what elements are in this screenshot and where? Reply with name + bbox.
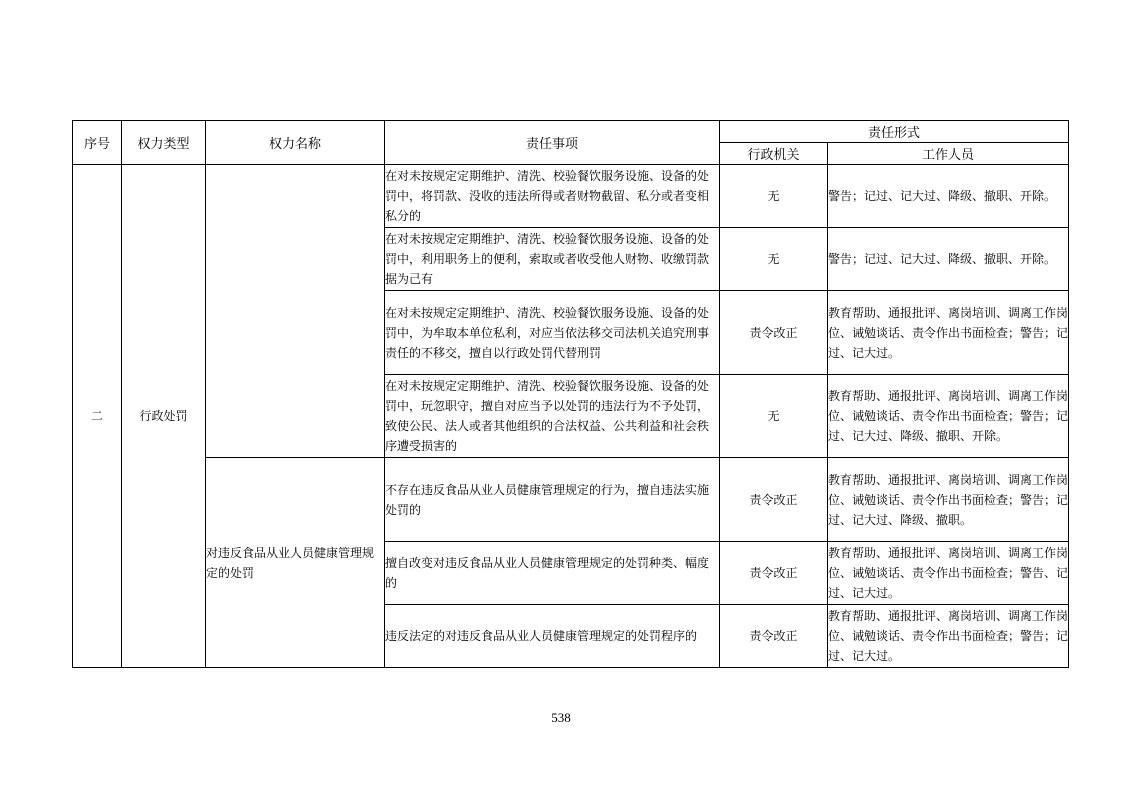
power-name-cell [206,165,385,458]
header-staff: 工作人员 [828,143,1069,165]
seq-cell: 二 [73,165,122,668]
power-type-cell: 行政处罚 [122,165,206,668]
duty-cell: 擅自改变对违反食品从业人员健康管理规定的处罚种类、幅度的 [385,542,720,605]
org-cell: 无 [720,228,828,291]
org-cell: 无 [720,165,828,228]
duty-cell: 在对未按规定定期维护、清洗、校验餐饮服务设施、设备的处罚中，为牟取本单位私利，对应当依法移交司法机关追究刑事责任的不移交，擅自以行政处罚代替刑罚 [385,291,720,375]
staff-cell: 教育帮助、通报批评、离岗培训、调离工作岗位、诫勉谈话、责令作出书面检查；警告；记过、记大过、降级、撤职。 [828,458,1069,542]
staff-cell: 教育帮助、通报批评、离岗培训、调离工作岗位、诫勉谈话、责令作出书面检查；警告；记过、记大过。 [828,605,1069,668]
staff-cell: 警告；记过、记大过、降级、撤职、开除。 [828,228,1069,291]
header-form: 责任形式 [720,121,1069,143]
power-name-cell: 对违反食品从业人员健康管理规定的处罚 [206,458,385,668]
table-row [73,165,1069,228]
header-seq: 序号 [73,121,122,165]
staff-cell: 教育帮助、通报批评、离岗培训、调离工作岗位、诫勉谈话、责令作出书面检查；警告、记过、记大过。 [828,542,1069,605]
duty-cell: 不存在违反食品从业人员健康管理规定的行为，擅自违法实施处罚的 [385,458,720,542]
org-cell: 责令改正 [720,605,828,668]
org-cell: 无 [720,375,828,458]
duty-cell: 在对未按规定定期维护、清洗、校验餐饮服务设施、设备的处罚中，利用职务上的便利，索取或者收受他人财物、收缴罚款据为己有 [385,228,720,291]
page-number: 538 [551,710,571,725]
responsibility-table [72,120,1069,668]
org-cell: 责令改正 [720,291,828,375]
duty-cell: 违反法定的对违反食品从业人员健康管理规定的处罚程序的 [385,605,720,668]
staff-cell: 警告；记过、记大过、降级、撤职、开除。 [828,165,1069,228]
duty-cell: 在对未按规定定期维护、清洗、校验餐饮服务设施、设备的处罚中，将罚款、没收的违法所得或者财物截留、私分或者变相私分的 [385,165,720,228]
org-cell: 责令改正 [720,458,828,542]
org-cell: 责令改正 [720,542,828,605]
header-row-1 [73,121,1069,143]
table-row [73,458,1069,542]
staff-cell: 教育帮助、通报批评、离岗培训、调离工作岗位、诫勉谈话、责令作出书面检查；警告；记过、记大过、降级、撤职、开除。 [828,375,1069,458]
header-power-name: 权力名称 [206,121,385,165]
header-org: 行政机关 [720,143,828,165]
header-power-type: 权力类型 [122,121,206,165]
duty-cell: 在对未按规定定期维护、清洗、校验餐饮服务设施、设备的处罚中，玩忽职守，擅自对应当予以处罚的违法行为不予处罚，致使公民、法人或者其他组织的合法权益、公共利益和社会秩序遭受损害的 [385,375,720,458]
staff-cell: 教育帮助、通报批评、离岗培训、调离工作岗位、诫勉谈话、责令作出书面检查；警告；记过、记大过。 [828,291,1069,375]
header-duty: 责任事项 [385,121,720,165]
